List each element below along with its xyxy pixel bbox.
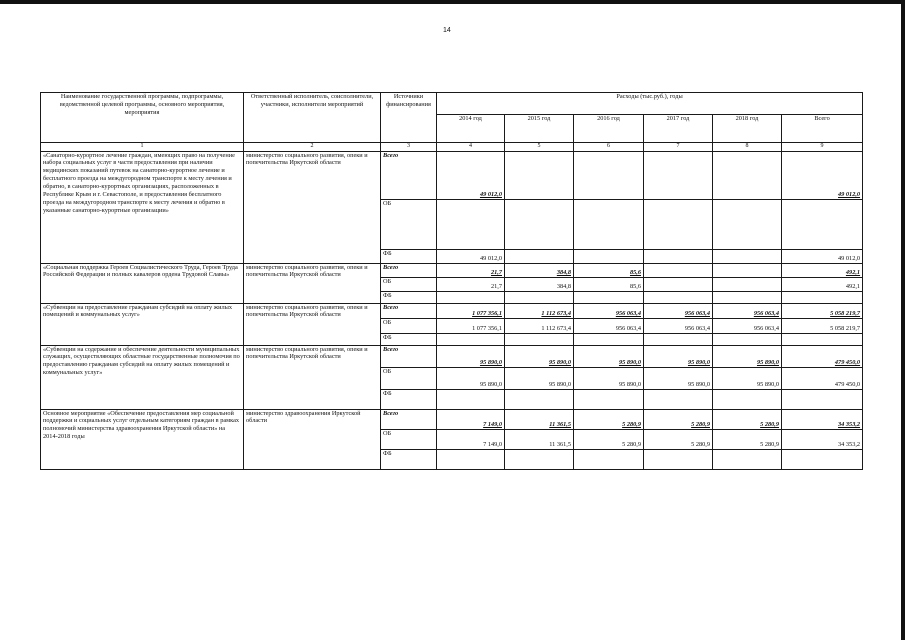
amount: 1 112 673,4	[541, 309, 571, 317]
value-cell	[782, 277, 863, 291]
value-cell	[574, 303, 644, 318]
col-number: 8	[713, 143, 782, 152]
amount: 95 890,0	[548, 358, 571, 366]
amount: 85,6	[629, 268, 641, 276]
amount: 95 890,0	[687, 358, 710, 366]
amount: 479 450,0	[834, 358, 861, 366]
table-row	[41, 263, 863, 277]
value-cell	[505, 429, 574, 449]
value-cell	[782, 291, 863, 303]
header-year-2014: 2014 год	[437, 115, 505, 143]
amount: 5 280,9	[760, 440, 779, 448]
amount: 492,1	[845, 282, 861, 290]
value-cell	[713, 249, 782, 263]
funding-source-fb: ФБ	[381, 449, 437, 469]
amount: 34 353,2	[838, 420, 861, 428]
amount: 956 063,4	[753, 309, 779, 317]
value-cell	[713, 345, 782, 367]
amount: 956 063,4	[684, 324, 710, 332]
expenses-table	[40, 92, 863, 470]
value-cell	[505, 263, 574, 277]
value-cell	[644, 389, 713, 409]
value-cell	[505, 199, 574, 249]
value-cell	[782, 367, 863, 389]
value-cell	[713, 333, 782, 345]
amount: 956 063,4	[753, 324, 779, 332]
col-number: 4	[437, 143, 505, 152]
amount: 95 890,0	[618, 380, 641, 388]
program-name: «Субвенции на содержание и обеспечение деятельности муниципальных служащих, осуществляющих областные государственные полномочия по предоставлению гражданам субсидий на оплату жилых помещений и коммунальных услуг»	[41, 345, 244, 409]
program-name: «Субвенции на предоставление гражданам субсидий на оплату жилых помещений и коммунальных услуг»	[41, 303, 244, 345]
header-year-2017: 2017 год	[644, 115, 713, 143]
value-cell	[505, 367, 574, 389]
table-row	[41, 151, 863, 199]
value-cell	[574, 291, 644, 303]
header-col-responsible: Ответственный исполнитель, соисполнители, участники, исполнители мероприятий	[244, 93, 381, 143]
amount: 85,6	[629, 282, 641, 290]
value-cell	[437, 291, 505, 303]
table-row	[41, 345, 863, 367]
value-cell	[505, 389, 574, 409]
value-cell	[574, 318, 644, 333]
amount: 49 012,0	[479, 190, 502, 198]
value-cell	[782, 318, 863, 333]
col-number: 5	[505, 143, 574, 152]
funding-source-fb: ФБ	[381, 389, 437, 409]
amount: 95 890,0	[687, 380, 710, 388]
value-cell	[574, 389, 644, 409]
funding-source-total: Всего	[381, 151, 437, 199]
value-cell	[437, 151, 505, 199]
amount: 1 112 673,4	[541, 324, 571, 332]
value-cell	[644, 318, 713, 333]
value-cell	[505, 449, 574, 469]
funding-source-ob: ОБ	[381, 199, 437, 249]
value-cell	[437, 429, 505, 449]
value-cell	[644, 263, 713, 277]
amount: 5 280,9	[691, 440, 710, 448]
value-cell	[437, 303, 505, 318]
funding-source-fb: ФБ	[381, 333, 437, 345]
value-cell	[644, 429, 713, 449]
value-cell	[782, 429, 863, 449]
value-cell	[574, 151, 644, 199]
value-cell	[644, 367, 713, 389]
amount: 7 149,0	[483, 420, 502, 428]
value-cell	[437, 367, 505, 389]
amount: 95 890,0	[756, 358, 779, 366]
value-cell	[782, 449, 863, 469]
funding-source-fb: ФБ	[381, 249, 437, 263]
amount: 11 361,5	[549, 420, 571, 428]
value-cell	[782, 199, 863, 249]
amount: 95 890,0	[618, 358, 641, 366]
value-cell	[437, 345, 505, 367]
amount: 956 063,4	[684, 309, 710, 317]
amount: 5 058 219,7	[830, 324, 861, 332]
scan-edge-top	[0, 0, 905, 4]
value-cell	[644, 345, 713, 367]
header-total: Всего	[782, 115, 863, 143]
responsible-executor: министерство социального развития, опеки и попечительства Иркутской области	[244, 303, 381, 345]
value-cell	[574, 345, 644, 367]
value-cell	[644, 303, 713, 318]
value-cell	[713, 277, 782, 291]
responsible-executor: министерство социального развития, опеки и попечительства Иркутской области	[244, 151, 381, 263]
value-cell	[574, 429, 644, 449]
value-cell	[505, 291, 574, 303]
value-cell	[644, 151, 713, 199]
funding-source-total: Всего	[381, 409, 437, 429]
value-cell	[437, 249, 505, 263]
value-cell	[782, 249, 863, 263]
amount: 49 012,0	[838, 254, 861, 262]
amount: 95 890,0	[756, 380, 779, 388]
value-cell	[713, 263, 782, 277]
col-number: 1	[41, 143, 244, 152]
value-cell	[644, 277, 713, 291]
header-year-2016: 2016 год	[574, 115, 644, 143]
amount: 49 012,0	[838, 190, 861, 198]
value-cell	[713, 409, 782, 429]
page-number: 14	[443, 27, 451, 34]
amount: 11 361,5	[549, 440, 571, 448]
value-cell	[437, 333, 505, 345]
amount: 95 890,0	[479, 380, 502, 388]
program-name: «Социальная поддержка Героев Социалистического Труда, Героев Труда Российской Федерации и полных кавалеров ордена Трудовой Славы»	[41, 263, 244, 303]
value-cell	[437, 318, 505, 333]
value-cell	[574, 199, 644, 249]
amount: 5 280,9	[760, 420, 779, 428]
value-cell	[713, 429, 782, 449]
amount: 5 280,9	[691, 420, 710, 428]
amount: 384,8	[556, 268, 571, 276]
value-cell	[574, 333, 644, 345]
program-name: «Санаторно-курортное лечение граждан, имеющих право на получение набора социальных услуг в части предоставления при наличии медицинских показаний путевок на санаторно-курортное лечение и бесплатного проезда на междугородном транспорте к месту лечения и обратно, в санаторно-курортных организациях, расположенных в Республике Крым и г. Севастополе, и предоставления бесплатного проезда на междугородном транспорте к месту лечения и обратно в указанные санаторно-курортные организации»	[41, 151, 244, 263]
col-number: 7	[644, 143, 713, 152]
header-year-2018: 2018 год	[713, 115, 782, 143]
amount: 34 353,2	[838, 440, 861, 448]
amount: 384,8	[556, 282, 571, 290]
value-cell	[505, 409, 574, 429]
responsible-executor: министерство социального развития, опеки и попечительства Иркутской области	[244, 263, 381, 303]
amount: 5 058 219,7	[830, 309, 861, 317]
value-cell	[713, 291, 782, 303]
value-cell	[574, 263, 644, 277]
value-cell	[505, 333, 574, 345]
header-col-name: Наименование государственной программы, подпрограммы, ведомственной целевой программы, основного мероприятия, мероприятия	[41, 93, 244, 143]
amount: 21,7	[490, 282, 502, 290]
responsible-executor: министерство здравоохранения Иркутской области	[244, 409, 381, 469]
amount: 956 063,4	[615, 309, 641, 317]
value-cell	[644, 409, 713, 429]
value-cell	[713, 199, 782, 249]
value-cell	[505, 345, 574, 367]
value-cell	[782, 345, 863, 367]
value-cell	[437, 277, 505, 291]
value-cell	[574, 277, 644, 291]
value-cell	[782, 333, 863, 345]
value-cell	[574, 249, 644, 263]
table-row	[41, 409, 863, 429]
value-cell	[505, 303, 574, 318]
funding-source-fb: ФБ	[381, 291, 437, 303]
amount: 956 063,4	[615, 324, 641, 332]
value-cell	[782, 303, 863, 318]
amount: 7 149,0	[483, 440, 502, 448]
funding-source-ob: ОБ	[381, 277, 437, 291]
program-name: Основное мероприятие «Обеспечение предоставления мер социальной поддержки и социальных услуг отдельным категориям граждан в рамках полномочий министерства здравоохранения Иркутской области» на 2014-2018 годы	[41, 409, 244, 469]
header-col-sources: Источники финансирования	[381, 93, 437, 143]
value-cell	[782, 409, 863, 429]
value-cell	[713, 303, 782, 318]
amount: 95 890,0	[548, 380, 571, 388]
col-number: 3	[381, 143, 437, 152]
value-cell	[713, 367, 782, 389]
value-cell	[782, 263, 863, 277]
value-cell	[574, 449, 644, 469]
value-cell	[713, 449, 782, 469]
value-cell	[437, 409, 505, 429]
value-cell	[782, 389, 863, 409]
value-cell	[437, 199, 505, 249]
value-cell	[644, 199, 713, 249]
value-cell	[505, 318, 574, 333]
value-cell	[782, 151, 863, 199]
scan-edge-right	[901, 0, 905, 640]
value-cell	[505, 277, 574, 291]
funding-source-ob: ОБ	[381, 318, 437, 333]
value-cell	[437, 389, 505, 409]
amount: 479 450,0	[834, 380, 861, 388]
value-cell	[644, 249, 713, 263]
amount: 1 077 356,1	[472, 309, 502, 317]
funding-source-ob: ОБ	[381, 429, 437, 449]
funding-source-total: Всего	[381, 345, 437, 367]
table-row	[41, 303, 863, 318]
value-cell	[505, 151, 574, 199]
funding-source-ob: ОБ	[381, 367, 437, 389]
value-cell	[713, 389, 782, 409]
amount: 49 012,0	[479, 254, 502, 262]
amount: 492,1	[845, 268, 861, 276]
col-number: 9	[782, 143, 863, 152]
value-cell	[713, 318, 782, 333]
col-number: 2	[244, 143, 381, 152]
funding-source-total: Всего	[381, 263, 437, 277]
value-cell	[505, 249, 574, 263]
value-cell	[713, 151, 782, 199]
header-year-2015: 2015 год	[505, 115, 574, 143]
amount: 5 280,9	[622, 420, 641, 428]
amount: 95 890,0	[479, 358, 502, 366]
value-cell	[437, 449, 505, 469]
amount: 21,7	[490, 268, 502, 276]
value-cell	[574, 409, 644, 429]
value-cell	[437, 263, 505, 277]
value-cell	[644, 333, 713, 345]
amount: 5 280,9	[622, 440, 641, 448]
header-expenses: Расходы (тыс.руб.), годы	[437, 93, 863, 115]
funding-source-total: Всего	[381, 303, 437, 318]
value-cell	[644, 449, 713, 469]
value-cell	[644, 291, 713, 303]
responsible-executor: министерство социального развития, опеки и попечительства Иркутской области	[244, 345, 381, 409]
col-number: 6	[574, 143, 644, 152]
amount: 1 077 356,1	[472, 324, 502, 332]
value-cell	[574, 367, 644, 389]
